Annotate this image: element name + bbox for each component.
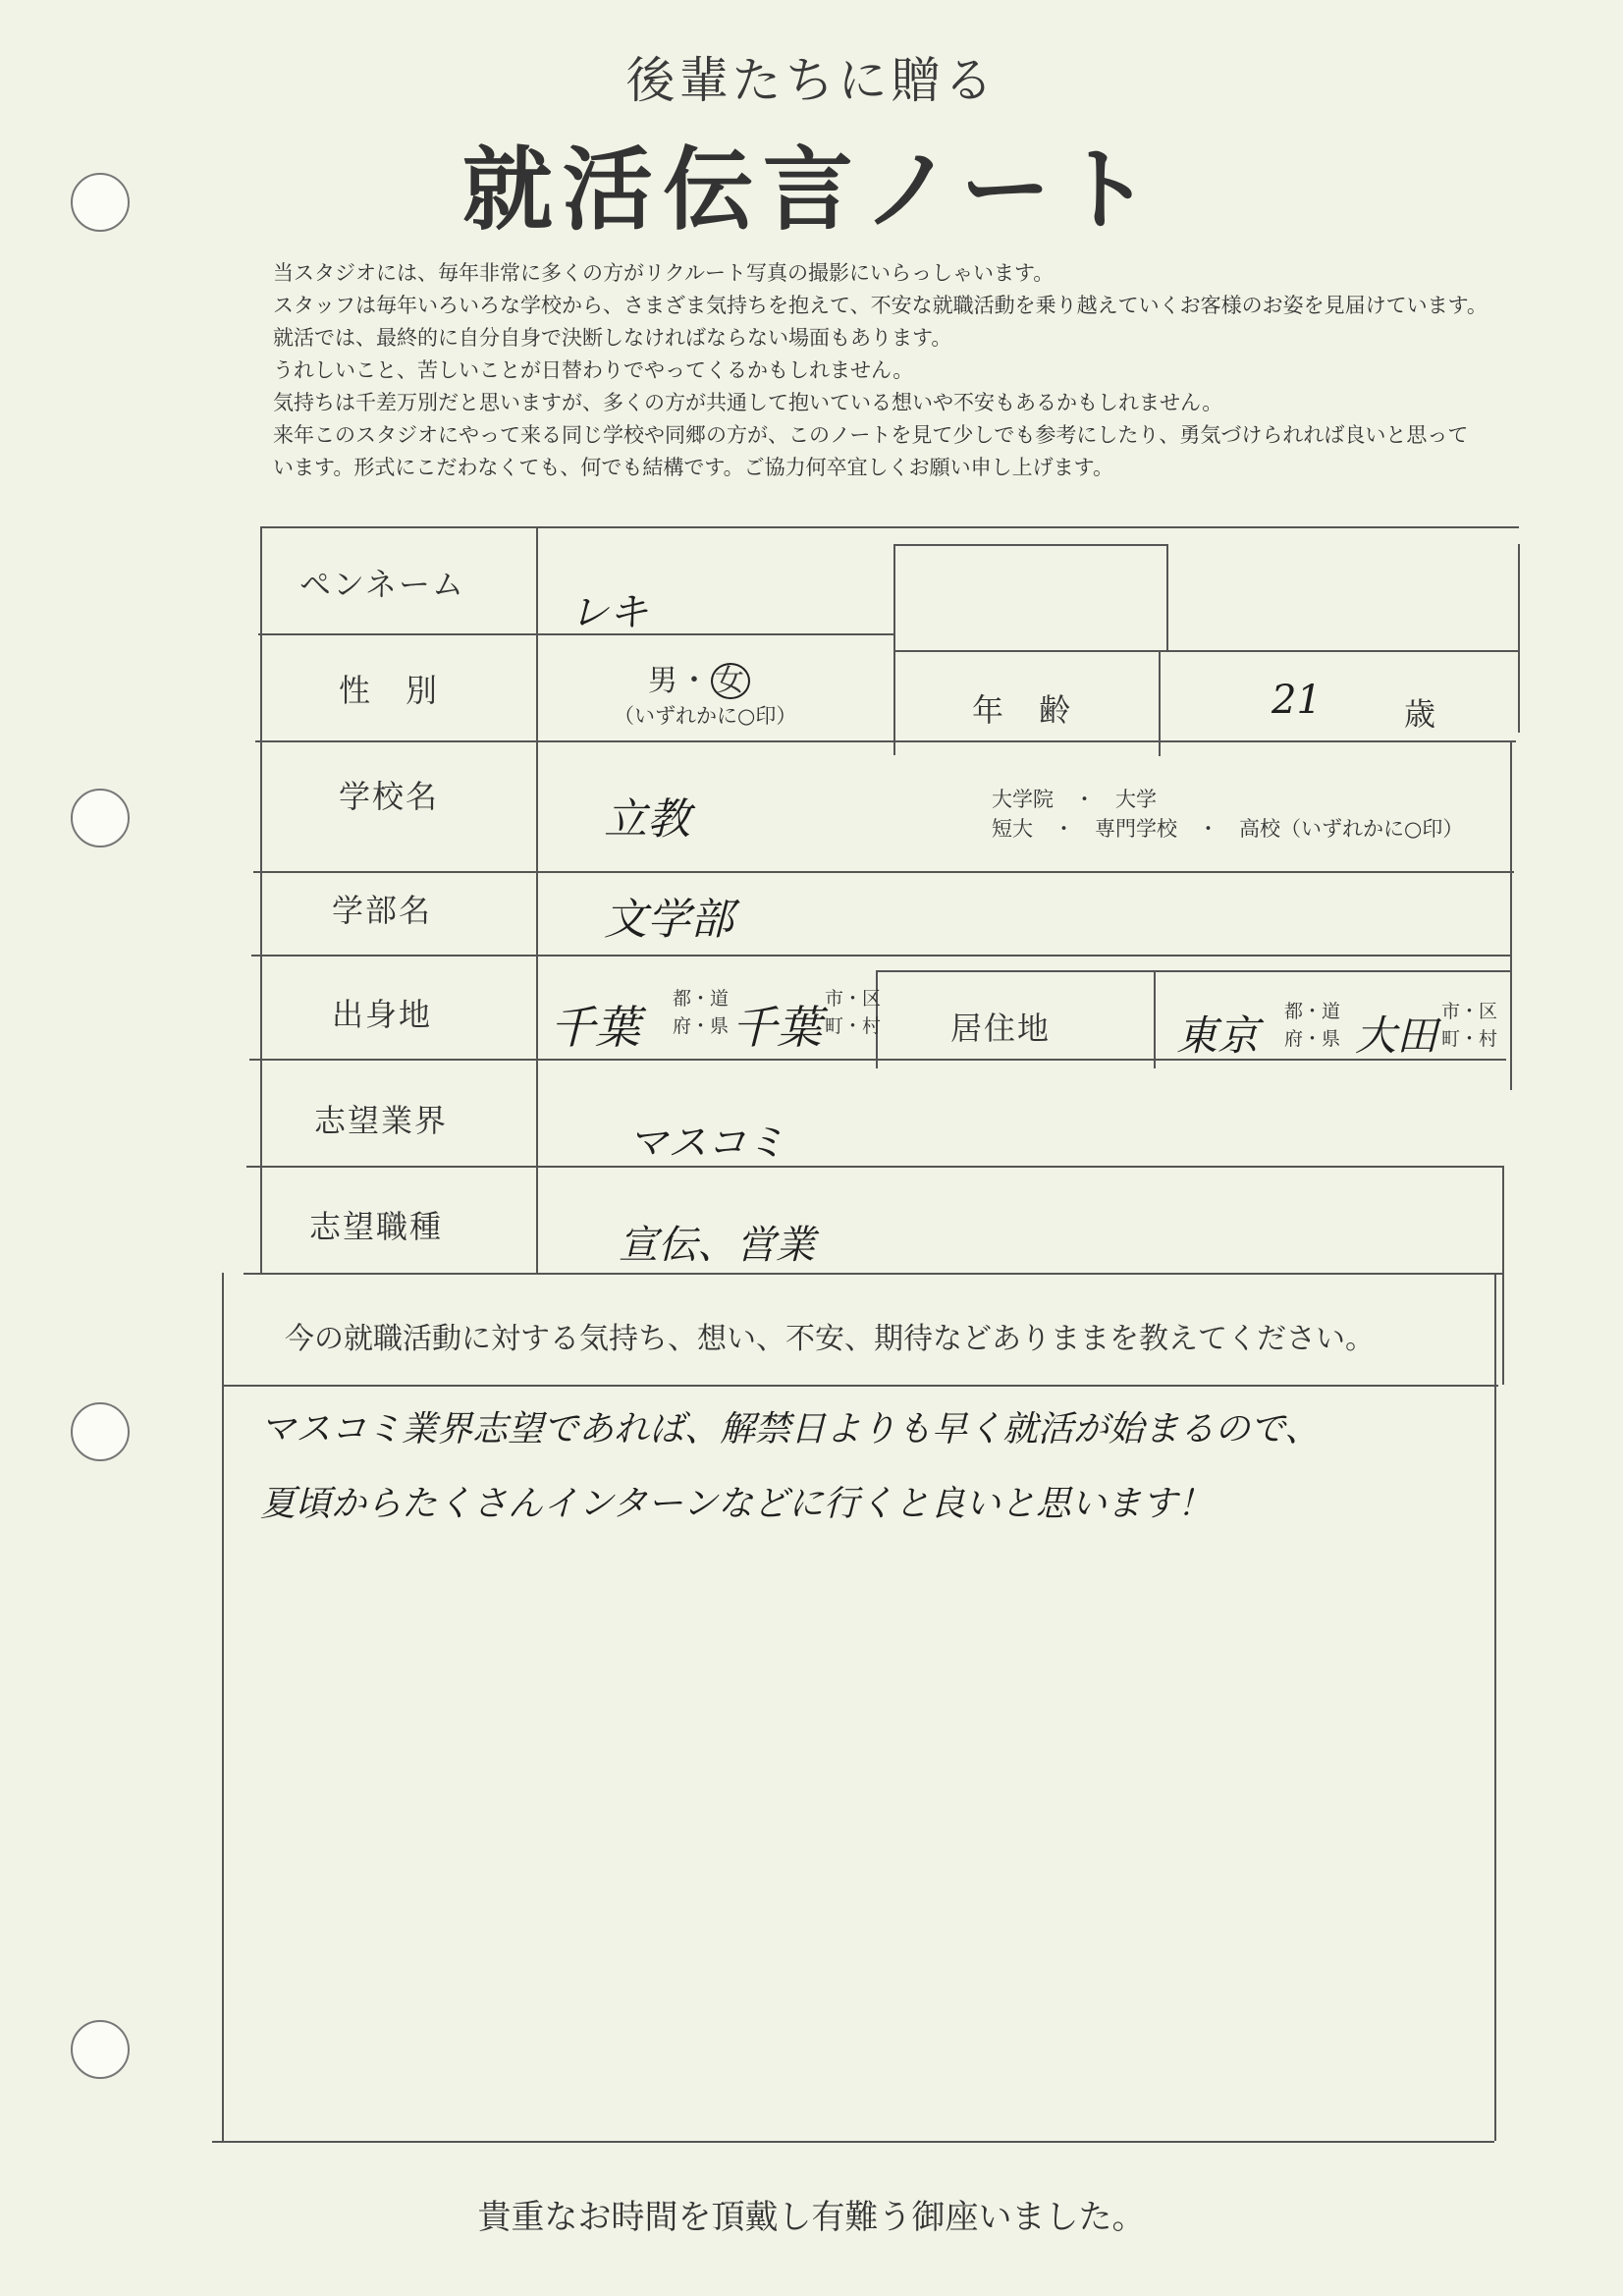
gender-option-female-circled: 女 [711,663,750,699]
intro-line: スタッフは毎年いろいろな学校から、さまざま気持ちを抱えて、不安な就職活動を乗り越えていくお客様のお姿を見届けています。 [273,294,1488,317]
intro-line: います。形式にこだわなくても、何でも結構です。ご協力何卒宜しくお願い申し上げます。 [273,456,1113,479]
city-suffix-line1: 市・区 [825,988,882,1010]
answer-line: 夏頃からたくさんインターンなどに行くと良いと思います！ [260,1484,1213,1524]
job-value: 宣伝、営業 [619,1223,815,1268]
intro-text [273,257,1608,484]
residence-label: 居住地 [950,1010,1052,1047]
gender-dot: ・ [679,664,711,698]
intro-line: 来年このスタジオにやって来る同じ学校や同郷の方が、このノートを見て少しでも参考にしたり、勇気づけられれば良いと思って [273,423,1469,447]
answer-text [260,1393,1497,1542]
pen-name-value: レキ [569,590,648,635]
question-prompt: 今の就職活動に対する気持ち、想い、不安、期待などありままを教えてください。 [285,1322,1375,1356]
birthplace-pref-value: 千葉 [550,1001,640,1054]
pref-suffix-line2: 府・県 [1284,1028,1341,1050]
city-suffix [825,985,881,1040]
intro-line: 当スタジオには、毎年非常に多くの方がリクルート写真の撮影にいらっしゃいます。 [273,261,1055,285]
city-suffix-line1: 市・区 [1441,1001,1498,1022]
intro-line: うれしいこと、苦しいことが日替わりでやってくるかもしれません。 [273,358,914,382]
industry-label: 志望業界 [314,1102,449,1139]
birthplace-city-value: 千葉 [731,1001,822,1054]
footer-thanks: 貴重なお時間を頂戴し有難う御座いました。 [477,2198,1146,2237]
gender-label: 性 別 [339,672,440,709]
binder-hole [71,2020,130,2079]
pref-suffix [673,985,729,1040]
faculty-label: 学部名 [332,892,433,929]
gender-option-male: 男 [648,664,679,698]
city-suffix-line2: 町・村 [825,1015,882,1037]
pref-suffix-line1: 都・道 [673,988,730,1010]
pen-name-label: ペンネーム [299,566,466,603]
school-value: 立教 [604,794,690,845]
pref-suffix-line1: 都・道 [1284,1001,1341,1022]
intro-line: 気持ちは千差万別だと思いますが、多くの方が共通して抱いている想いや不安もあるかもしれません。 [273,391,1223,414]
page-title: 就活伝言ノート [461,137,1162,243]
gender-note: （いずれかに○印） [614,704,797,728]
school-type-line2: 短大 ・ 専門学校 ・ 高校（いずれかに○印） [992,817,1464,841]
gender-options [648,656,750,699]
school-type-line1: 大学院 ・ 大学 [992,788,1157,811]
intro-line: 就活では、最終的に自分自身で決断しなければならない場面もあります。 [273,326,952,350]
age-label: 年 齢 [972,691,1073,729]
age-value: 21 [1271,678,1322,723]
residence-city-suffix [1441,998,1497,1053]
subtitle: 後輩たちに贈る [625,52,998,109]
birthplace-label: 出身地 [332,996,433,1033]
residence-pref-value: 東京 [1176,1011,1260,1060]
pref-suffix-line2: 府・県 [673,1015,730,1037]
city-suffix-line2: 町・村 [1441,1028,1498,1050]
school-label: 学校名 [339,778,440,815]
answer-line: マスコミ業界志望であれば、解禁日よりも早く就活が始まるので、 [260,1409,1321,1449]
residence-city-value: 大田 [1355,1011,1438,1060]
binder-hole [71,789,130,847]
residence-pref-suffix [1284,998,1340,1053]
job-label: 志望職種 [309,1208,444,1245]
age-unit: 歳 [1404,695,1438,733]
binder-hole [71,1402,130,1461]
faculty-value: 文学部 [604,895,733,945]
industry-value: マスコミ [628,1121,785,1166]
